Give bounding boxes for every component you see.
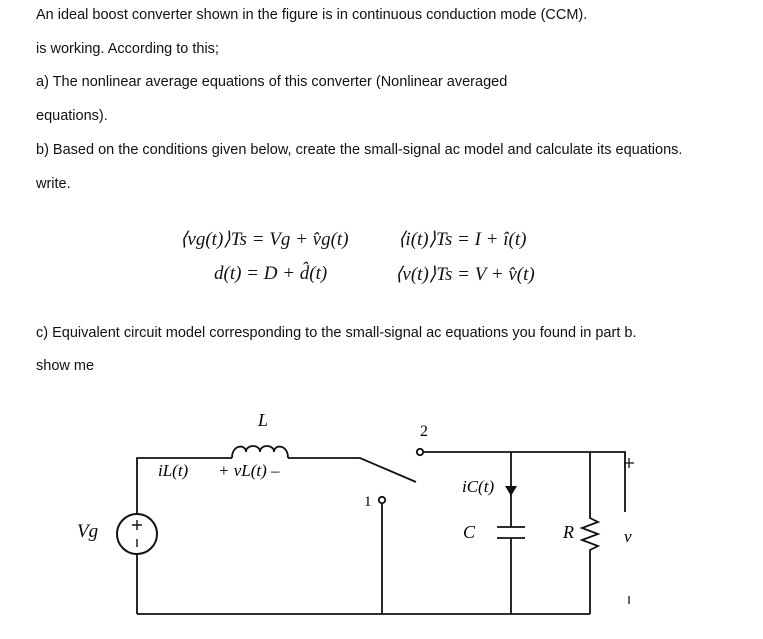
switch-position-2-label: 2 bbox=[420, 423, 428, 440]
text-line-7: c) Equivalent circuit model corresponding to the small-signal ac equations you found in part b. bbox=[36, 325, 637, 341]
inductor-current-label: iL(t) bbox=[158, 461, 189, 480]
capacitor-label: C bbox=[463, 522, 476, 542]
capacitor-current-label: iC(t) bbox=[462, 477, 495, 496]
output-voltage-label: v bbox=[624, 527, 632, 546]
text-line-6: write. bbox=[36, 176, 71, 192]
switch-terminal-2 bbox=[417, 449, 423, 455]
text-line-4: equations). bbox=[36, 108, 108, 124]
text-line-1: An ideal boost converter shown in the figure is in continuous conduction mode (CCM). bbox=[36, 7, 588, 23]
switch-terminal-1 bbox=[379, 497, 385, 503]
switch-position-1-label: 1 bbox=[364, 494, 372, 510]
wire-top-right bbox=[424, 452, 625, 512]
equation-vg: ⟨vg(t)⟩Ts = Vg + v̂g(t) bbox=[180, 229, 349, 250]
resistor-label: R bbox=[563, 522, 574, 542]
inductor-symbol bbox=[232, 446, 288, 458]
equation-v: ⟨v(t)⟩Ts = V + v̂(t) bbox=[395, 264, 535, 285]
wire-top-mid bbox=[288, 458, 416, 482]
text-line-5: b) Based on the conditions given below, create the small-signal ac model and calculate its equations. bbox=[36, 142, 683, 158]
capacitor-symbol bbox=[497, 452, 525, 614]
source-label: Vg bbox=[77, 521, 99, 542]
inductor-voltage-label: + vL(t) – bbox=[218, 461, 280, 480]
text-line-8: show me bbox=[36, 358, 95, 374]
resistor-symbol bbox=[582, 452, 598, 614]
equation-i: ⟨i(t)⟩Ts = I + î(t) bbox=[398, 229, 527, 250]
equation-d: d(t) = D + d̂(t) bbox=[214, 263, 328, 284]
inductor-label: L bbox=[258, 410, 269, 430]
text-line-3: a) The nonlinear average equations of this converter (Nonlinear averaged bbox=[36, 74, 508, 90]
text-line-2: is working. According to this; bbox=[36, 41, 219, 57]
